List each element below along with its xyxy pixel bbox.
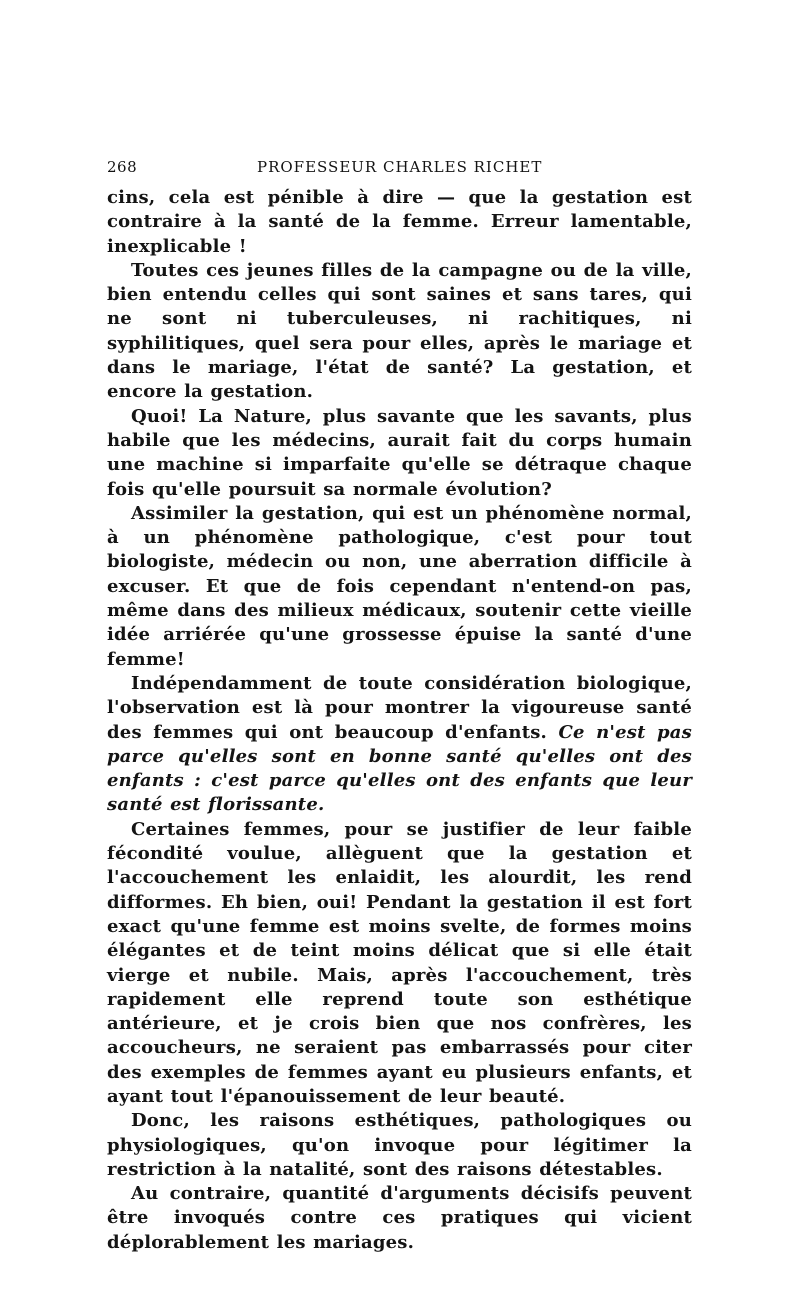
paragraph	[107, 405, 692, 502]
running-head	[107, 158, 692, 186]
paragraph-text: Assimiler la gestation, qui est un phénomène normal, à un phénomène pathologique, c'est pour tout biologiste, médecin ou non, une aberration difficile à excuser. Et que de fois cependant n'entend-on pas, même dans des milieux médicaux, soutenir cette vieille idée arriérée qu'une grossesse épuise la santé d'une femme!	[107, 502, 692, 670]
italic-emphasis: Ce n'est pas parce qu'elles sont en bonne santé qu'elles ont des enfants : c'est parce qu'elles ont des enfants que leur santé est florissante.	[107, 721, 693, 816]
paragraph	[107, 502, 692, 672]
paragraph	[107, 1182, 692, 1255]
paragraph-text: Toutes ces jeunes filles de la campagne ou de la ville, bien entendu celles qui sont saines et sans tares, qui ne sont ni tuberculeuses, ni rachitiques, ni syphilitiques, quel sera pour elles, après le mariage et dans le mariage, l'état de santé? La gestation, et encore la gestation.	[107, 259, 692, 403]
running-head-title: PROFESSEUR CHARLES RICHET	[257, 158, 543, 176]
paragraph	[107, 1109, 692, 1182]
paragraph-continuation	[107, 186, 692, 259]
paragraph	[107, 672, 692, 818]
paragraph-text: Donc, les raisons esthétiques, pathologiques ou physiologiques, qu'on invoque pour légitimer la restriction à la natalité, sont des raisons détestables.	[107, 1110, 692, 1180]
paragraph-text: Au contraire, quantité d'arguments décisifs peuvent être invoqués contre ces pratiques qui vicient déplorablement les mariages.	[107, 1183, 692, 1253]
paragraph-text: Quoi! La Nature, plus savante que les savants, plus habile que les médecins, aurait fait du corps humain une machine si imparfaite qu'elle se détraque chaque fois qu'elle poursuit sa normale évolution?	[107, 405, 692, 500]
paragraph	[107, 259, 692, 405]
paragraph-text: Certaines femmes, pour se justifier de leur faible fécondité voulue, allèguent que la gestation et l'accouchement les enlaidit, les alourdit, les rend difformes. Eh bien, oui! Pendant la gestation il est fort exact qu'une femme est moins svelte, de formes moins élégantes et de teint moins délicat que si elle était vierge et nubile. Mais, après l'accouchement, très rapidement elle reprend toute son esthétique antérieure, et je crois bien que nos confrères, les accoucheurs, ne seraient pas embarrassés pour citer des exemples de femmes ayant eu plusieurs enfants, et ayant tout l'épanouissement de leur beauté.	[107, 818, 692, 1107]
paragraph-text: Indépendamment de toute considération biologique, l'observation est là pour montrer la vigoureuse santé des femmes qui ont beaucoup d'enfants.	[107, 672, 692, 743]
body-text	[107, 186, 692, 1255]
book-page	[107, 158, 692, 1255]
paragraph	[107, 818, 692, 1110]
page-number: 268	[107, 158, 138, 176]
paragraph-text: cins, cela est pénible à dire — que la gestation est contraire à la santé de la femme. Erreur lamentable, inexplicable !	[107, 187, 692, 257]
